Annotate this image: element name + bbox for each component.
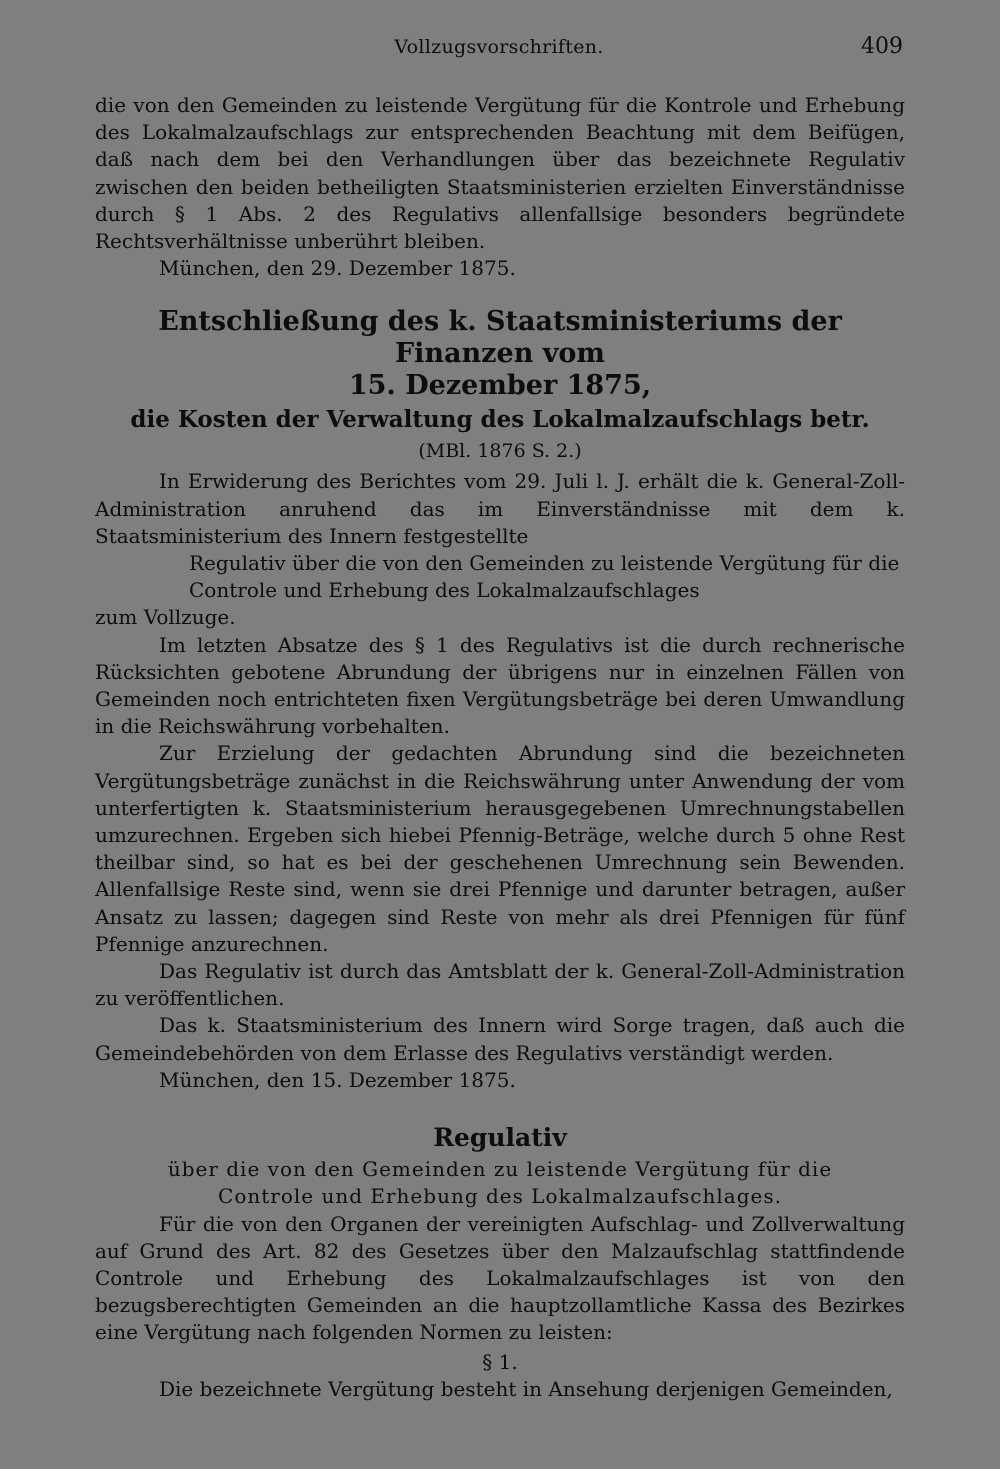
resolution-paragraph-2: Im letzten Absatze des § 1 des Regulativs ist die durch rechnerische Rücksichten gebotene Abrundung der übrigens nur in einzelnen Fällen von Gemeinden noch entrichteten fixen Vergütungsbeträge bei deren Umwandlung in die Reichswährung vorbehalten. (95, 632, 905, 739)
section-1-text: Die bezeichnete Vergütung besteht in Ansehung derjenigen Gemeinden, (159, 1376, 893, 1401)
quoted-regulation-title: Regulativ über die von den Gemeinden zu leistende Vergütung für die Controle und Erhebung des Lokalmalzaufschlages (189, 551, 900, 603)
signature-date-2: München, den 15. Dezember 1875. (159, 1067, 516, 1092)
regulativ-subtitle-line-2: Controle und Erhebung des Lokalmalzaufschlages. (218, 1184, 782, 1209)
regulativ-title: Regulativ (433, 1123, 567, 1153)
section-mark: § 1. (482, 1349, 518, 1374)
signature-date-1: München, den 29. Dezember 1875. (159, 256, 516, 281)
regulativ-intro: Für die von den Organen der vereinigten Aufschlag- und Zollverwaltung auf Grund des Art. 82 des Gesetzes über den Malzaufschlag stattfindende Controle und Erhebung des Lokalmalzaufschlages ist von den bezugsberechtigten Gemeinden an die hauptzollamtliche Kassa des Bezirkes eine Vergütung nach folgenden Normen zu leisten: (95, 1211, 905, 1345)
page-body (95, 92, 905, 1403)
resolution-paragraph-1: In Erwiderung des Berichtes vom 29. Juli l. J. erhält die k. General-Zoll-Administration anruhend das im Einverständnisse mit dem k. Staatsministerium des Innern festgestellte (95, 469, 905, 548)
running-title: Vollzugsvorschriften. (394, 36, 604, 58)
resolution-paragraph-1-end: zum Vollzuge. (95, 605, 236, 630)
resolution-title: Entschließung des k. Staatsministeriums der Finanzen vom (158, 306, 842, 370)
resolution-paragraph-3: Zur Erzielung der gedachten Abrundung sind die bezeichneten Vergütungsbeträge zunächst in die Reichswährung unter Anwendung der vom unterfertigten k. Staatsministerium herausgegebenen Umrechnungstabellen umzurechnen. Ergeben sich hiebei Pfennig-Beträge, welche durch 5 ohne Rest theilbar sind, so hat es bei der geschehenen Umrechnung sein Bewenden. Allenfallsige Reste sind, wenn sie drei Pfennige und darunter betragen, außer Ansatz zu lassen; dagegen sind Reste von mehr als drei Pfennigen für fünf Pfennige anzurechnen. (95, 741, 905, 956)
regulativ-subtitle-line-1: über die von den Gemeinden zu leistende Vergütung für die (167, 1157, 833, 1182)
page-number: 409 (861, 34, 903, 59)
resolution-paragraph-4: Das Regulativ ist durch das Amtsblatt der k. General-Zoll-Administration zu veröffentlichen. (95, 959, 905, 1011)
continuation-paragraph: die von den Gemeinden zu leistende Vergütung für die Kontrole und Erhebung des Lokalmalzaufschlags zur entsprechenden Beachtung mit dem Beifügen, daß nach dem bei den Verhandlungen über das bezeichnete Regulativ zwischen den beiden betheiligten Staatsministerien erzielten Einverständnisse durch § 1 Abs. 2 des Regulativs allenfallsige besonders begründete Rechtsverhältnisse unberührt bleiben. (95, 93, 905, 254)
resolution-paragraph-5: Das k. Staatsministerium des Innern wird Sorge tragen, daß auch die Gemeindebehörden von dem Erlasse des Regulativs verständigt werden. (95, 1013, 905, 1065)
resolution-subtitle: die Kosten der Verwaltung des Lokalmalzaufschlags betr. (130, 406, 870, 434)
resolution-reference: (MBl. 1876 S. 2.) (418, 440, 582, 463)
running-header (95, 34, 903, 62)
resolution-date: 15. Dezember 1875, (348, 370, 652, 402)
